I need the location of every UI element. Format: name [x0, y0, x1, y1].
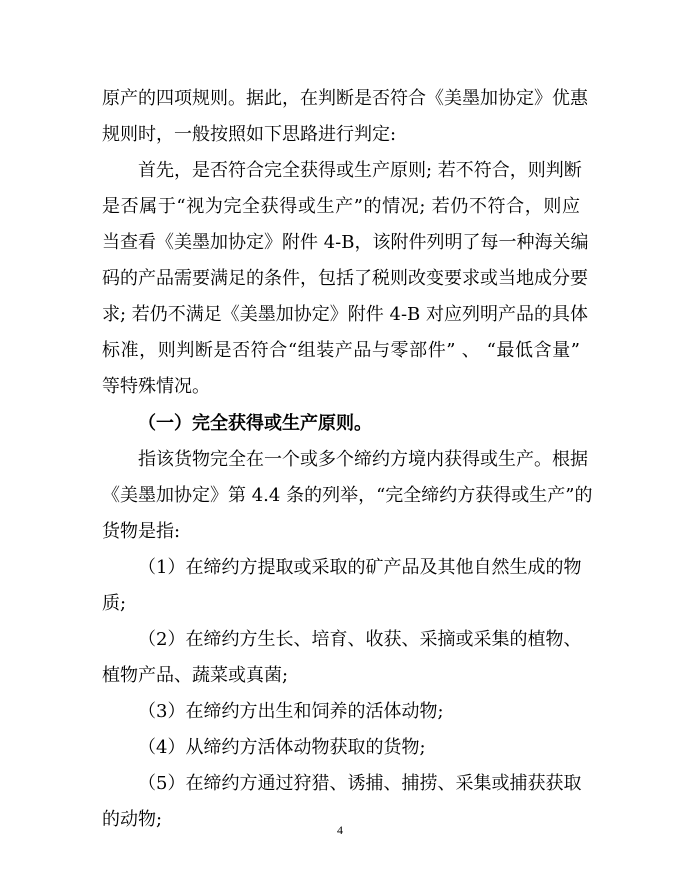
text-line: 码的产品需要满足的条件，包括了税则改变要求或当地成分要 — [102, 268, 588, 289]
text-line: 等特殊情况。 — [102, 376, 210, 397]
list-item: （1）在缔约方提取或采取的矿产品及其他自然生成的物 — [138, 557, 582, 578]
list-item: （2）在缔约方生长、培育、收获、采摘或采集的植物、 — [138, 629, 582, 650]
list-item: （4）从缔约方活体动物获取的货物; — [138, 737, 426, 758]
text-line: 原产的四项规则。据此，在判断是否符合《美墨加协定》优惠 — [102, 88, 588, 109]
text-line: 的动物; — [102, 809, 163, 830]
text-line: 植物产品、蔬菜或真菌; — [102, 665, 289, 686]
text-line: 当查看《美墨加协定》附件 4-B，该附件列明了每一种海关编 — [102, 232, 589, 253]
text-line: 质; — [102, 593, 127, 614]
section-heading: （一）完全获得或生产原则。 — [138, 413, 372, 434]
text-line: 《美墨加协定》第 4.4 条的列举，“完全缔约方获得或生产”的 — [102, 485, 593, 506]
text-line: 指该货物完全在一个或多个缔约方境内获得或生产。根据 — [138, 449, 588, 470]
text-line: 首先，是否符合完全获得或生产原则; 若不符合，则判断 — [138, 160, 582, 181]
text-line: 是否属于“视为完全获得或生产”的情况; 若仍不符合，则应 — [102, 196, 580, 217]
text-line: 货物是指: — [102, 521, 181, 542]
text-line: 求; 若仍不满足《美墨加协定》附件 4-B 对应列明产品的具体 — [102, 304, 588, 325]
list-item: （3）在缔约方出生和饲养的活体动物; — [138, 701, 444, 722]
text-line: 规则时，一般按照如下思路进行判定: — [102, 124, 397, 145]
list-item: （5）在缔约方通过狩猎、诱捕、捕捞、采集或捕获获取 — [138, 773, 582, 794]
text-line: 标准，则判断是否符合“组装产品与零部件” 、 “最低含量” — [102, 340, 580, 361]
page-number: 4 — [337, 823, 343, 837]
